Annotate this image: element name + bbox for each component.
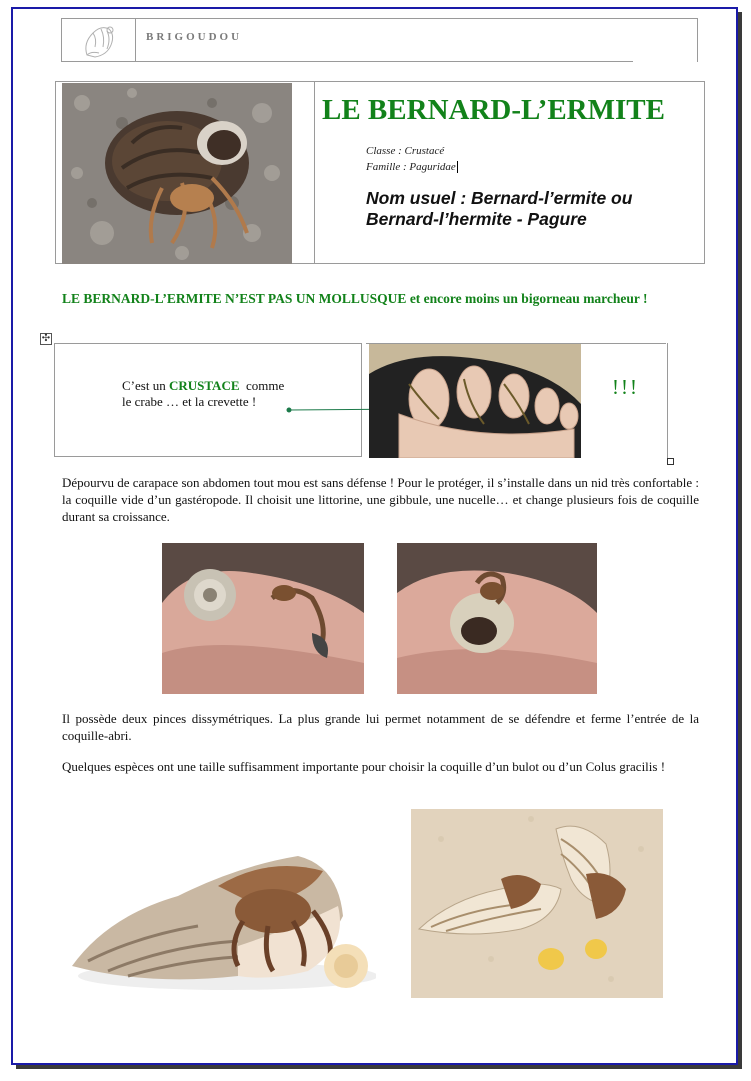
exclamation-marks: !!! — [612, 375, 639, 399]
famille-label — [366, 161, 458, 173]
text-cursor — [457, 161, 458, 173]
classe-label: Classe : Crustacé — [366, 145, 445, 157]
table-resize-handle[interactable] — [667, 458, 674, 465]
header-underline — [61, 61, 633, 62]
nom-usuel-line2: Bernard-l’hermite - Pagure — [366, 209, 587, 229]
crustace-line2: le crabe … et la crevette ! — [122, 394, 257, 409]
paragraph-especes: Quelques espèces ont une taille suffisamment importante pour choisir la coquille d’un bulot ou d’un Colus gracilis ! — [62, 759, 666, 774]
brand-name: BRIGOUDOU — [146, 31, 243, 43]
famille-text: Famille : Paguridae — [366, 161, 456, 173]
crustace-line1-post: comme — [239, 378, 285, 393]
crustace-line1 — [122, 378, 322, 394]
paragraph-pinces: Il possède deux pinces dissymétriques. La plus grande lui permet notamment de se défendre et ferme l’entrée de la coquille-abri. — [62, 711, 699, 743]
nom-usuel — [366, 188, 696, 230]
page-shadow-bottom — [16, 1065, 742, 1069]
lead-highlight: LE BERNARD-L’ERMITE N’EST PAS UN MOLLUSQUE — [62, 291, 407, 306]
logo-cell — [62, 19, 136, 62]
crustace-line1-pre: C’est un — [122, 378, 169, 393]
hand-shell-photo-1 — [162, 543, 364, 694]
page-title: LE BERNARD-L’ERMITE — [322, 94, 665, 126]
hand-shell-photo-2 — [397, 543, 597, 694]
paragraph-carapace: Dépourvu de carapace son abdomen tout mou est sans défense ! Pour le protéger, il s’installe dans un nid très confortable : la coquille vide d’un gastéropode. Il choisit une littorine, une gibbule, une nucelle… et change plusieurs fois de coquille durant sa croissance. — [62, 475, 700, 524]
page-header — [61, 18, 698, 62]
title-box — [55, 81, 705, 264]
whelk-shell-photo-2 — [411, 809, 663, 998]
title-divider — [314, 82, 315, 263]
table-border-right — [667, 343, 668, 458]
whelk-shell-photo-1 — [68, 826, 376, 998]
shell-logo-icon — [77, 21, 121, 61]
crustace-highlight: CRUSTACE — [168, 378, 240, 393]
lead-sentence — [62, 289, 702, 309]
page-shadow-right — [738, 12, 742, 1069]
table-move-handle-icon[interactable]: ✣ — [41, 333, 51, 344]
nom-usuel-line1: Nom usuel : Bernard-l’ermite ou — [366, 188, 633, 208]
hermit-crab-photo — [62, 83, 292, 264]
crab-on-toes-photo — [369, 344, 581, 458]
lead-rest: et encore moins un bigorneau marcheur ! — [406, 291, 648, 306]
